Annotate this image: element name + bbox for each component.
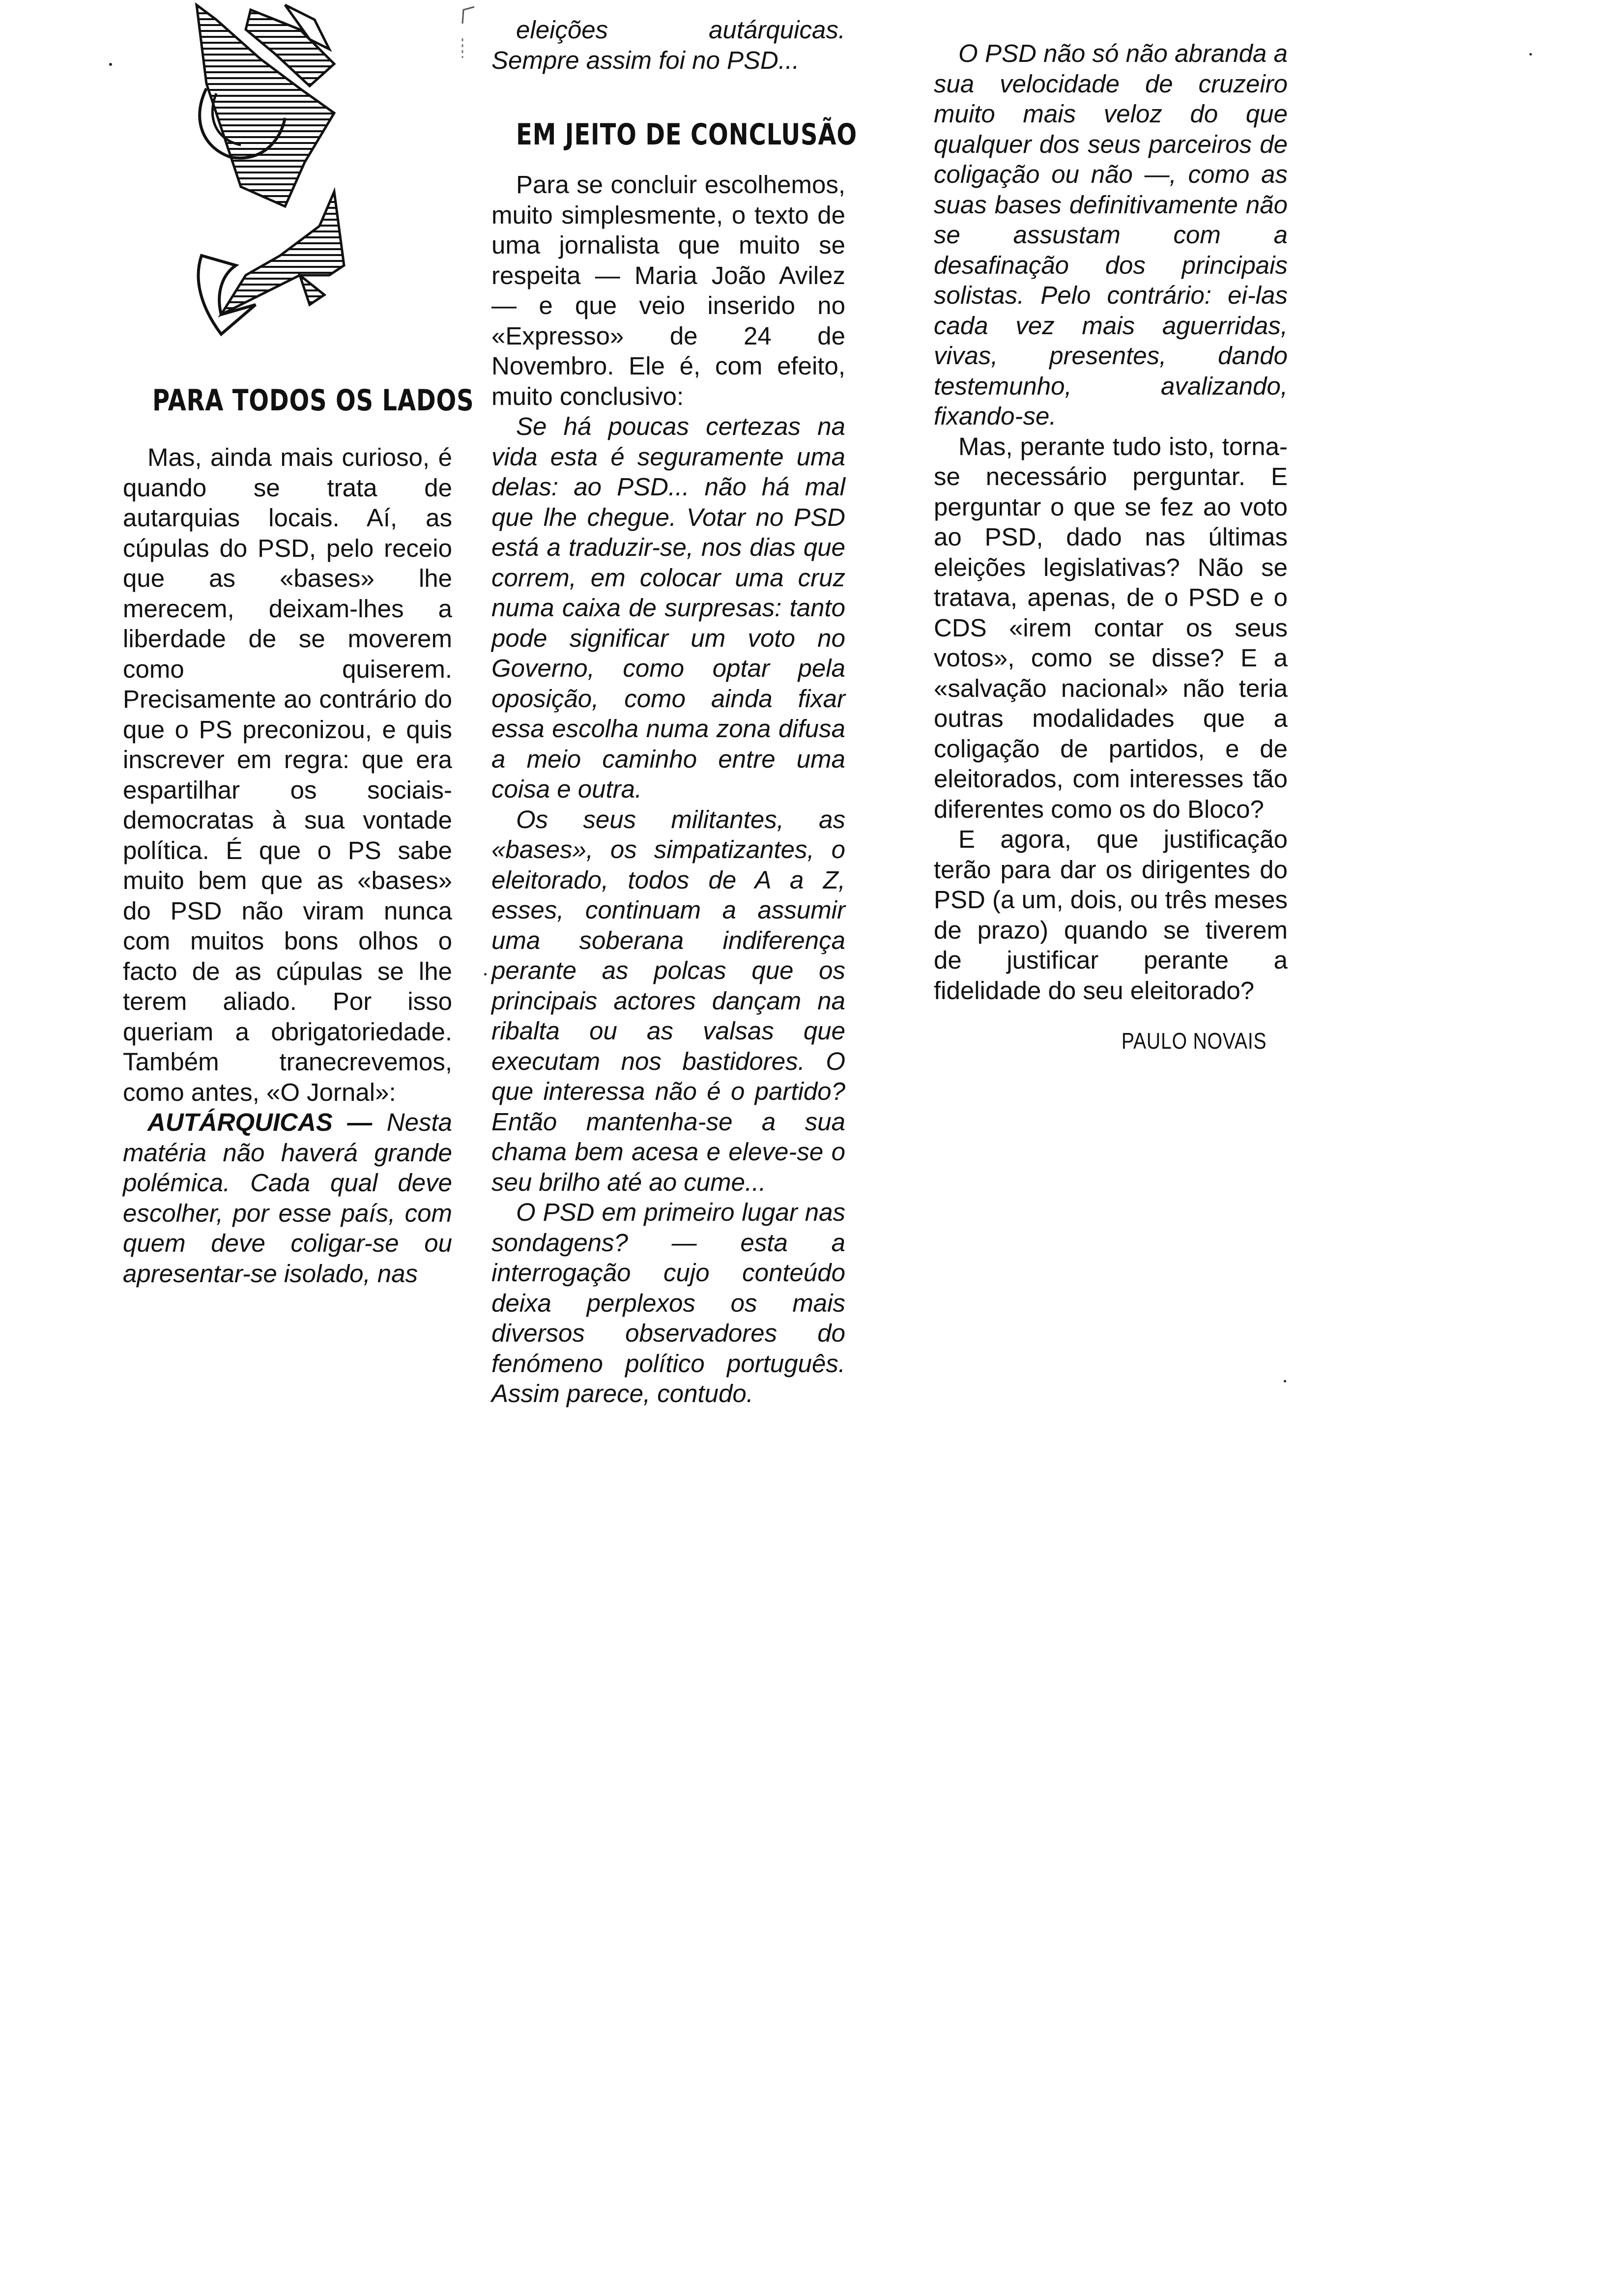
scan-speck bbox=[109, 63, 112, 66]
paragraph-eleicoes-continuation: eleições autárquicas. Sempre assim foi no PSD... bbox=[491, 16, 845, 74]
section-heading-para-todos-os-lados: PARA TODOS OS LADOS bbox=[152, 383, 474, 418]
author-signature: PAULO NOVAIS bbox=[1121, 1028, 1267, 1054]
section-heading-em-jeito-de-conclusao: EM JEITO DE CONCLUSÃO bbox=[516, 117, 857, 152]
paragraph-quote-militantes: Os seus militantes, as «bases», os simpatizantes, o eleitorado, todos de A a Z, esses, continuam a assumir uma soberana indiferença perante as polcas que os principais actores dançam na ribalta ou as valsas que executam nos bastidores. O que interessa não é o partido? Então mantenha-se a sua chama bem acesa e eleve-se o seu brilho até ao cume... bbox=[491, 805, 845, 1196]
autarquicas-quote: Nesta matéria não haverá grande polémica. Cada qual deve escolher, por esse país, com quem deve coligar-se ou apresentar-se isolado, nas bbox=[123, 1108, 452, 1288]
paragraph-perante-tudo-isto: Mas, perante tudo isto, torna-se necessário perguntar. E perguntar o que se fez ao voto ao PSD, dado nas últimas eleições legislativas? Não se tratava, apenas, de o PSD e o CDS «irem contar os seus votos», como se disse? E a «salvação nacional» não teria outras modalidades que a coligação de partidos, e de eleitorados, com interesses tão diferentes como os do Bloco? bbox=[934, 432, 1288, 823]
bird-lower-tail-shape bbox=[199, 192, 344, 334]
paragraph-quote-certezas: Se há poucas certezas na vida esta é seguramente uma delas: ao PSD... não há mal que lhe chegue. Votar no PSD está a traduzir-se, nos dias que correm, em colocar uma cruz numa caixa de surpresas: tanto pode significar um voto no Governo, como optar pela oposição, como ainda fixar essa escolha numa zona difusa a meio caminho entre uma coisa e outra. bbox=[491, 412, 845, 803]
paragraph-e-agora: E agora, que justificação terão para dar os dirigentes do PSD (a um, dois, ou três meses de prazo) quando se tiverem de justificar perante a fidelidade do seu eleitorado? bbox=[934, 825, 1288, 1004]
autarquicas-label: AUTÁRQUICAS — bbox=[147, 1108, 373, 1136]
paragraph-quote-sondagens: O PSD em primeiro lugar nas sondagens? — esta a interrogação cujo conteúdo deixa perplexos os mais diversos observadores do fenómeno político português. Assim parece, contudo. bbox=[491, 1198, 845, 1407]
article-column-2 bbox=[491, 15, 857, 1409]
paragraph-autarquicas bbox=[123, 1107, 452, 1289]
article-column-1 bbox=[123, 442, 452, 1289]
paragraph-curioso: Mas, ainda mais curioso, é quando se trata de autarquias locais. Aí, as cúpulas do PSD, pelo receio que as «bases» lhe merecem, deixam-lhes a liberdade de se moverem como quiserem. Precisamente ao contrário do que o PS preconizou, e quis inscrever em regra: que era espartilhar os sociais-democratas à sua vontade política. É que o PS sabe muito bem que as «bases» do PSD não viram nunca com muitos bons olhos o facto de as cúpulas se lhe terem aliado. Por isso queriam a obrigatoriedade. Também tranecrevemos, como antes, «O Jornal»: bbox=[123, 443, 452, 1106]
article-column-3 bbox=[934, 38, 1288, 1057]
scan-bracket-mark bbox=[460, 4, 479, 73]
bird-emblem-illustration bbox=[187, 0, 393, 344]
scan-speck bbox=[1284, 1380, 1286, 1382]
scan-speck bbox=[484, 973, 487, 976]
paragraph-para-se-concluir: Para se concluir escolhemos, muito simplesmente, o texto de uma jornalista que muito se respeita — Maria João Avilez — e que veio inserido no «Expresso» de 24 de Novembro. Ele é, com efeito, muito conclusivo: bbox=[491, 171, 845, 410]
scan-speck bbox=[1529, 53, 1532, 56]
paragraph-quote-velocidade: O PSD não só não abranda a sua velocidade de cruzeiro muito mais veloz do que qualquer dos seus parceiros de coligação ou não —, como as suas bases definitivamente não se assustam com a desafinação dos principais solistas. Pelo contrário: ei-las cada vez mais aguerridas, vivas, presentes, dando testemunho, avalizando, fixando-se. bbox=[934, 39, 1288, 430]
